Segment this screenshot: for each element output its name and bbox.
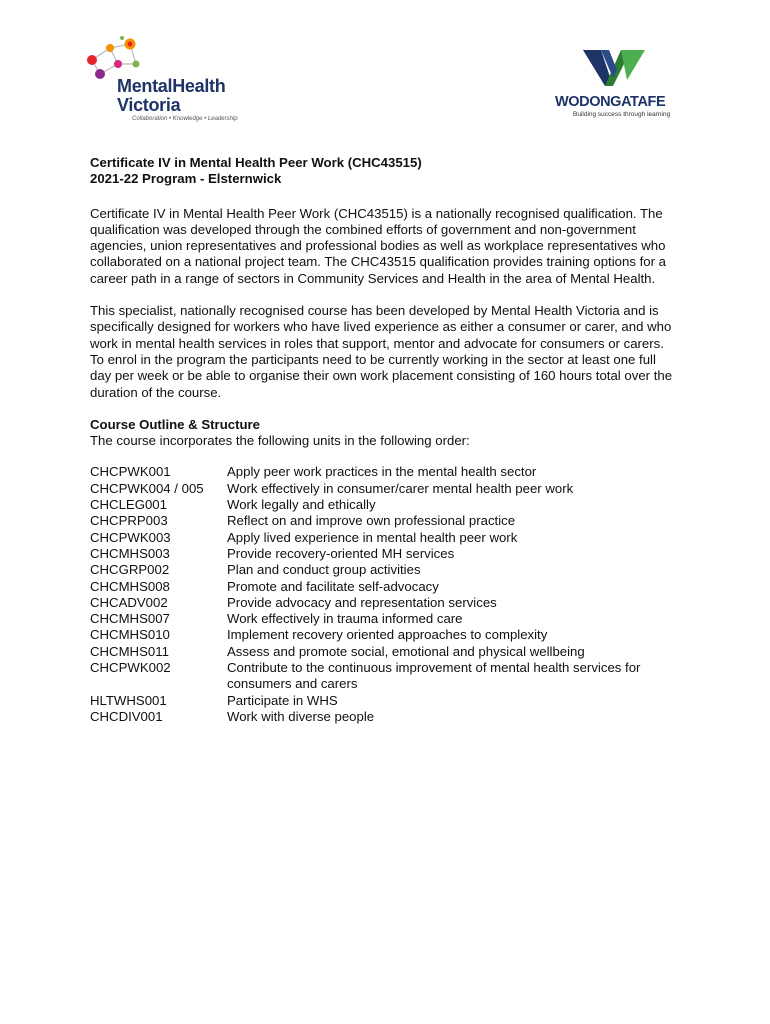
unit-title: Participate in WHS <box>227 692 338 708</box>
unit-row <box>90 546 680 562</box>
unit-title: Apply lived experience in mental health peer work <box>227 529 518 545</box>
unit-code: CHCPWK002 <box>90 660 171 676</box>
unit-code: CHCPWK003 <box>90 529 171 545</box>
unit-code: CHCMHS008 <box>90 578 170 594</box>
unit-title: Work effectively in trauma informed care <box>227 611 463 627</box>
unit-title: Work effectively in consumer/carer mental health peer work <box>227 480 574 496</box>
unit-row <box>90 562 680 578</box>
course-outline-intro: The course incorporates the following units in the following order: <box>90 433 470 449</box>
wodonga-tafe-tagline: Building success through learning <box>573 111 671 118</box>
unit-title: Provide advocacy and representation services <box>227 594 497 610</box>
course-description-paragraph: This specialist, nationally recognised course has been developed by Mental Health Victoria and is specifically designed for workers who have lived experience as either a consumer or carer, and who work in mental health services in roles that support, mentor and advocate for consumers or carers. To enrol in the program the participants need to be currently working in the sector at least one full day per week or be able to organise their own work placement consisting of 160 hours total over the duration of the course. <box>90 303 673 400</box>
unit-title: Provide recovery-oriented MH services <box>227 545 455 561</box>
unit-code: CHCPRP003 <box>90 513 168 529</box>
unit-row <box>90 513 680 529</box>
unit-code: CHCMHS007 <box>90 611 170 627</box>
unit-row <box>90 595 680 611</box>
unit-title: Assess and promote social, emotional and physical wellbeing <box>227 643 585 659</box>
unit-code: CHCMHS010 <box>90 627 170 643</box>
unit-row <box>90 627 680 643</box>
wodonga-tafe-logo <box>555 48 675 123</box>
wodonga-tafe-name: WODONGATAFE <box>555 94 666 110</box>
document-body <box>90 155 680 725</box>
unit-title: Apply peer work practices in the mental health sector <box>227 464 537 480</box>
unit-code: CHCPWK001 <box>90 464 171 480</box>
unit-title: Implement recovery oriented approaches to complexity <box>227 627 548 643</box>
unit-title: Promote and facilitate self-advocacy <box>227 578 439 594</box>
unit-row <box>90 530 680 546</box>
unit-code: CHCPWK004 / 005 <box>90 480 204 496</box>
document-subtitle: 2021-22 Program - Elsternwick <box>90 171 282 187</box>
mhv-logo-line1: MentalHealth <box>117 76 226 96</box>
unit-row <box>90 693 680 709</box>
unit-title: Plan and conduct group activities <box>227 562 421 578</box>
unit-row <box>90 644 680 660</box>
wodonga-chevron-icon <box>555 48 675 94</box>
unit-title: Contribute to the continuous improvement of mental health services for consumers and carers <box>227 660 641 692</box>
unit-title: Work legally and ethically <box>227 497 376 513</box>
unit-row <box>90 611 680 627</box>
unit-title: Work with diverse people <box>227 708 375 724</box>
mental-health-victoria-logo <box>80 36 280 136</box>
intro-paragraph: Certificate IV in Mental Health Peer Work (CHC43515) is a nationally recognised qualification. The qualification was developed through the combined efforts of government and non-government agencies, union representatives and professional bodies as well as workplace representatives who collaborated on a national project team. The CHC43515 qualification provides training options for a career path in a range of sectors in Community Services and Health in the area of Mental Health. <box>90 205 666 286</box>
course-outline-heading: Course Outline & Structure <box>90 416 260 432</box>
unit-code: CHCMHS011 <box>90 643 169 659</box>
unit-row <box>90 464 680 480</box>
unit-code: CHCGRP002 <box>90 562 170 578</box>
unit-row <box>90 497 680 513</box>
unit-code: CHCLEG001 <box>90 497 167 513</box>
mhv-logo-line2: Victoria <box>117 95 181 115</box>
unit-title: Reflect on and improve own professional practice <box>227 513 516 529</box>
unit-row <box>90 660 680 693</box>
unit-row <box>90 579 680 595</box>
mhv-logo-tagline: Collaboration • Knowledge • Leadership <box>132 116 238 122</box>
unit-code: HLTWHS001 <box>90 692 167 708</box>
document-title: Certificate IV in Mental Health Peer Work (CHC43515) <box>90 155 422 170</box>
unit-row <box>90 481 680 497</box>
unit-code: CHCADV002 <box>90 594 168 610</box>
units-list <box>90 464 680 725</box>
unit-code: CHCDIV001 <box>90 708 163 724</box>
unit-row <box>90 709 680 725</box>
unit-code: CHCMHS003 <box>90 545 170 561</box>
